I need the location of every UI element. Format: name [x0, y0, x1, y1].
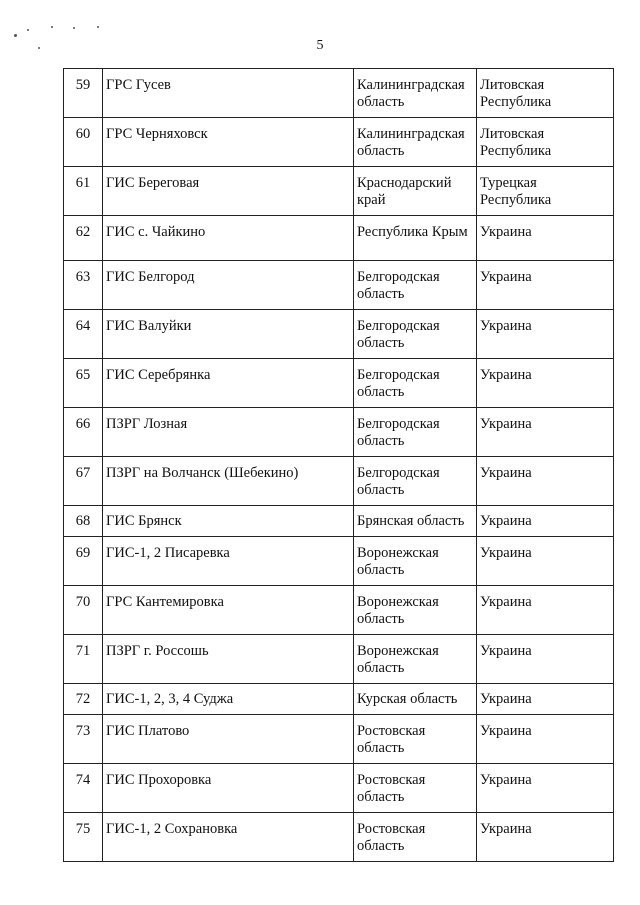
table-row	[64, 359, 614, 408]
region-cell: Ростовская область	[354, 813, 477, 862]
country-cell: Литовская Республика	[477, 118, 614, 167]
row-number-cell: 67	[64, 457, 103, 506]
facility-name-cell: ГИС Прохоровка	[103, 764, 354, 813]
page-number: 5	[316, 38, 324, 53]
table-row	[64, 506, 614, 537]
facility-name-cell: ГИС-1, 2 Писаревка	[103, 537, 354, 586]
facility-name-cell: ГИС-1, 2 Сохрановка	[103, 813, 354, 862]
row-number-cell: 61	[64, 167, 103, 216]
table-row	[64, 635, 614, 684]
region-cell: Белгородская область	[354, 359, 477, 408]
row-number-cell: 66	[64, 408, 103, 457]
facility-name-cell: ГИС-1, 2, 3, 4 Суджа	[103, 684, 354, 715]
country-cell: Турецкая Республика	[477, 167, 614, 216]
scan-speck	[73, 27, 75, 29]
country-cell: Украина	[477, 764, 614, 813]
country-cell: Украина	[477, 216, 614, 261]
region-cell: Ростовская область	[354, 715, 477, 764]
row-number-cell: 74	[64, 764, 103, 813]
scan-speck	[97, 26, 99, 28]
country-cell: Украина	[477, 635, 614, 684]
region-cell: Республика Крым	[354, 216, 477, 261]
table-body	[64, 69, 614, 862]
scan-speck	[14, 34, 17, 37]
country-cell: Украина	[477, 506, 614, 537]
row-number-cell: 60	[64, 118, 103, 167]
row-number-cell: 62	[64, 216, 103, 261]
country-cell: Литовская Республика	[477, 69, 614, 118]
table-row	[64, 813, 614, 862]
facility-name-cell: ГРС Кантемировка	[103, 586, 354, 635]
facility-name-cell: ГРС Гусев	[103, 69, 354, 118]
row-number-cell: 63	[64, 261, 103, 310]
table-row	[64, 118, 614, 167]
scan-speck	[27, 29, 29, 31]
country-cell: Украина	[477, 310, 614, 359]
table-row	[64, 457, 614, 506]
table-row	[64, 216, 614, 261]
table-row	[64, 310, 614, 359]
country-cell: Украина	[477, 261, 614, 310]
row-number-cell: 72	[64, 684, 103, 715]
row-number-cell: 73	[64, 715, 103, 764]
region-cell: Воронежская область	[354, 537, 477, 586]
region-cell: Краснодарский край	[354, 167, 477, 216]
table-row	[64, 69, 614, 118]
region-cell: Курская область	[354, 684, 477, 715]
facility-name-cell: ГИС Береговая	[103, 167, 354, 216]
region-cell: Калининградская область	[354, 118, 477, 167]
country-cell: Украина	[477, 359, 614, 408]
facility-name-cell: ГИС Платово	[103, 715, 354, 764]
region-cell: Ростовская область	[354, 764, 477, 813]
country-cell: Украина	[477, 537, 614, 586]
facility-name-cell: ГРС Черняховск	[103, 118, 354, 167]
table-row	[64, 537, 614, 586]
data-table	[63, 68, 614, 862]
region-cell: Белгородская область	[354, 261, 477, 310]
row-number-cell: 64	[64, 310, 103, 359]
facility-name-cell: ПЗРГ на Волчанск (Шебекино)	[103, 457, 354, 506]
row-number-cell: 59	[64, 69, 103, 118]
country-cell: Украина	[477, 715, 614, 764]
table-row	[64, 261, 614, 310]
row-number-cell: 68	[64, 506, 103, 537]
table-row	[64, 408, 614, 457]
region-cell: Белгородская область	[354, 310, 477, 359]
facility-name-cell: ПЗРГ Лозная	[103, 408, 354, 457]
region-cell: Белгородская область	[354, 457, 477, 506]
facility-name-cell: ГИС Валуйки	[103, 310, 354, 359]
country-cell: Украина	[477, 408, 614, 457]
country-cell: Украина	[477, 813, 614, 862]
facility-name-cell: ГИС Серебрянка	[103, 359, 354, 408]
row-number-cell: 71	[64, 635, 103, 684]
row-number-cell: 69	[64, 537, 103, 586]
region-cell: Калининградская область	[354, 69, 477, 118]
facility-name-cell: ПЗРГ г. Россошь	[103, 635, 354, 684]
row-number-cell: 70	[64, 586, 103, 635]
row-number-cell: 65	[64, 359, 103, 408]
country-cell: Украина	[477, 684, 614, 715]
country-cell: Украина	[477, 457, 614, 506]
facility-name-cell: ГИС с. Чайкино	[103, 216, 354, 261]
facility-name-cell: ГИС Брянск	[103, 506, 354, 537]
region-cell: Воронежская область	[354, 586, 477, 635]
country-cell: Украина	[477, 586, 614, 635]
table-row	[64, 684, 614, 715]
region-cell: Брянская область	[354, 506, 477, 537]
region-cell: Воронежская область	[354, 635, 477, 684]
region-cell: Белгородская область	[354, 408, 477, 457]
scan-speck	[51, 26, 53, 28]
table-row	[64, 764, 614, 813]
table-row	[64, 715, 614, 764]
table-row	[64, 586, 614, 635]
row-number-cell: 75	[64, 813, 103, 862]
facility-name-cell: ГИС Белгород	[103, 261, 354, 310]
table-row	[64, 167, 614, 216]
